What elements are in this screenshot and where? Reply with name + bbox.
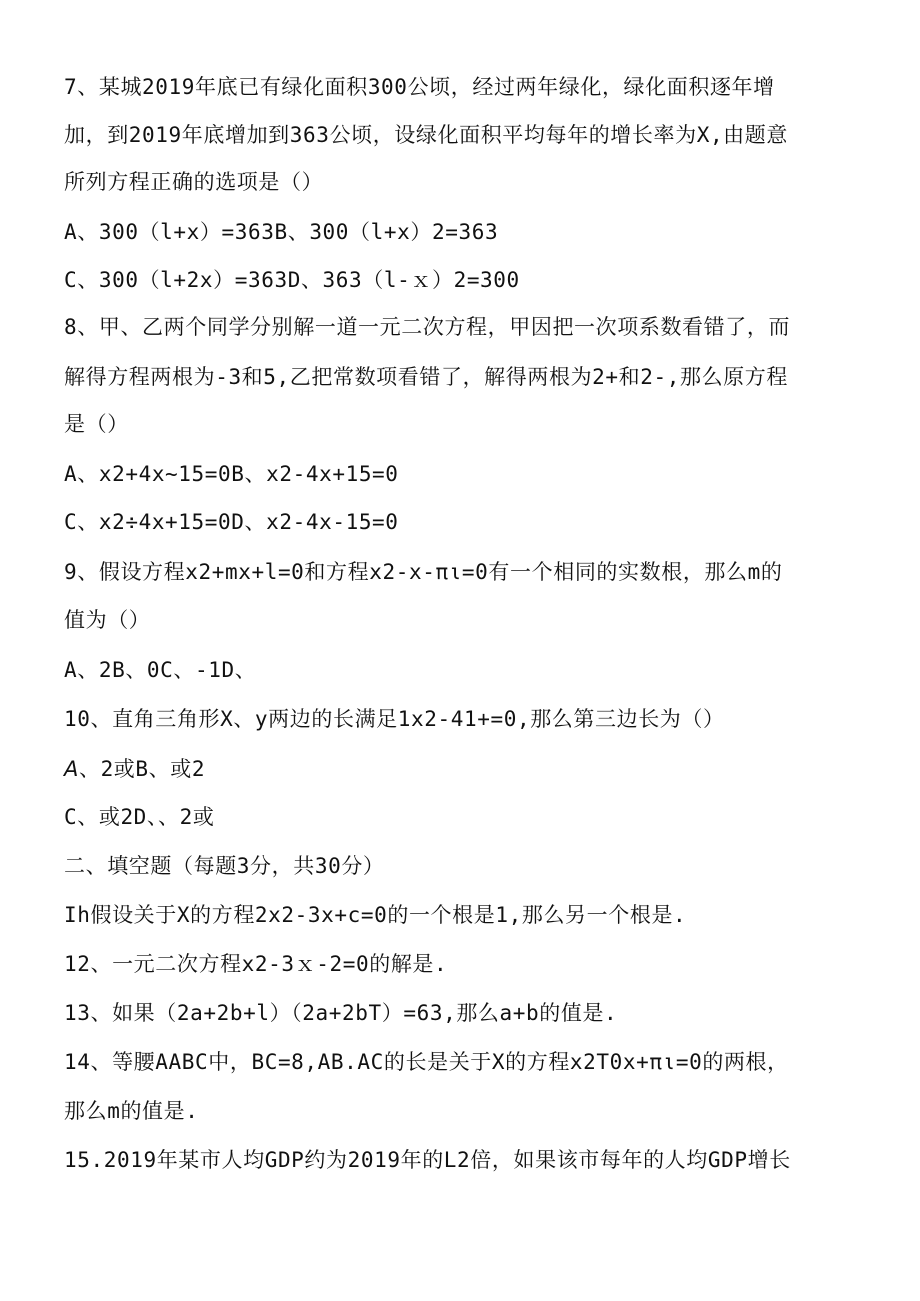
q15-line-1: 15.2019年某市人均GDP约为2019年的L2倍，如果该市每年的人均GDP增长 [64,1148,791,1172]
q10-options-ab [64,755,205,783]
q7-options-ab: A、300（l+x）=363B、300（l+x）2=363 [64,220,499,244]
q7-line-3: 所列方程正确的选项是（） [64,170,324,194]
q8-options-cd: C、x2÷4x+15=0D、x2-4x-15=0 [64,510,399,534]
option-a-letter: A [64,757,79,781]
q8-line-1: 8、甲、乙两个同学分别解一道一元二次方程，甲因把一次项系数看错了，而 [64,315,791,339]
q9-line-1: 9、假设方程x2+mx+l=0和方程x2-x-πι=0有一个相同的实数根，那么m的 [64,560,783,584]
q12-line: 12、一元二次方程x2-3ｘ-2=0的解是. [64,952,448,976]
q14-line-1: 14、等腰AABC中，BC=8,AB.AC的长是关于X的方程x2T0x+πι=0的两根， [64,1050,789,1074]
q8-line-2: 解得方程两根为-3和5,乙把常数项看错了，解得两根为2+和2-,那么原方程 [64,365,788,389]
q9-line-2: 值为（） [64,608,151,632]
q11-line: Ih假设关于X的方程2x2-3x+c=0的一个根是1,那么另一个根是. [64,903,687,927]
q9-options: A、2B、0C、-1D、 [64,658,257,682]
q7-line-2: 加，到2019年底增加到363公顷，设绿化面积平均每年的增长率为X,由题意 [64,123,788,147]
q14-line-2: 那么m的值是. [64,1099,199,1123]
q8-options-ab: A、x2+4x~15=0B、x2-4x+15=0 [64,462,399,486]
q10-line-1: 10、直角三角形X、y两边的长满足1x2-41+=0,那么第三边长为（） [64,707,725,731]
q8-line-3: 是（） [64,412,129,436]
q10-options-cd: C、或2D、、2或 [64,805,215,829]
section-fill-blank-heading: 二、填空题（每题3分，共30分） [64,854,385,878]
q13-line: 13、如果（2a+2b+l）（2a+2bT）=63,那么a+b的值是. [64,1001,618,1025]
q10-options-ab-text: 、2或B、或2 [78,757,206,781]
q7-line-1: 7、某城2019年底已有绿化面积300公顷，经过两年绿化，绿化面积逐年增 [64,75,775,99]
q7-options-cd: C、300（l+2x）=363D、363（l-ｘ）2=300 [64,268,520,292]
